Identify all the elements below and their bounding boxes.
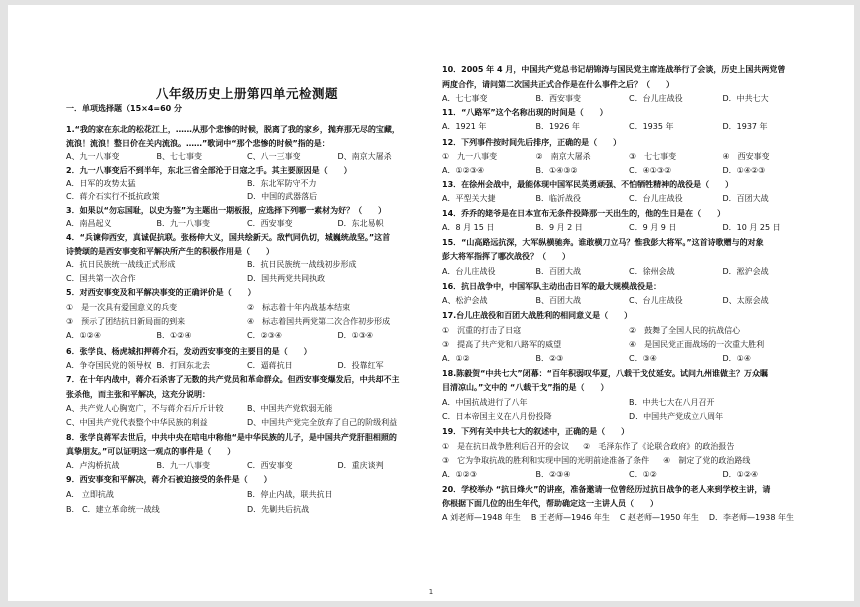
question-1-stem: 1.“我的家在东北的松花江上，……从那个悲惨的时候，脱离了我的家乡，抛弃那无尽的宝藏， bbox=[66, 125, 400, 134]
question-2-stem: 2．九一八事变后不到半年，东北三省全部沦于日寇之手。其主要原因是（ ） bbox=[66, 166, 352, 175]
answer-option: D．重庆谈判 bbox=[337, 461, 384, 470]
answer-option: B．九一八事变 bbox=[156, 461, 210, 470]
answer-option-row bbox=[66, 359, 428, 372]
answer-option: C、八一三事变 bbox=[247, 152, 301, 161]
question-13-stem: 13．在徐州会战中，最能体现中国军民英勇顽强、不怕牺牲精神的战役是（ ） bbox=[442, 180, 734, 189]
answer-option: D、南京大屠杀 bbox=[337, 152, 392, 161]
statement-item: ④ 西安事变 bbox=[722, 152, 770, 161]
statement-item-row bbox=[442, 440, 816, 453]
answer-option: B、百团大战 bbox=[535, 296, 581, 305]
answer-option: C．1935 年 bbox=[629, 122, 674, 131]
question-7-stem: 7．在十年内战中，蒋介石杀害了无数的共产党员和革命群众。但西安事变爆发后，中共却不主 bbox=[66, 375, 400, 384]
answer-option: B．九一八事变 bbox=[156, 219, 210, 228]
section-heading: 一．单项选择题（15×4=60 分 bbox=[66, 104, 183, 113]
answer-option: C．③④ bbox=[629, 354, 657, 363]
statement-item: ④ 标志着国共两党第二次合作初步形成 bbox=[247, 317, 391, 326]
document-page bbox=[8, 5, 854, 601]
answer-option: C．蒋介石实行不抵抗政策 bbox=[66, 192, 160, 201]
question-5-stem: 5．对西安事变及和平解决事变的正确评价是（ ） bbox=[66, 288, 256, 297]
answer-option: C．9 月 9 日 bbox=[629, 223, 677, 232]
answer-option-row bbox=[442, 265, 816, 278]
answer-option-row bbox=[442, 511, 816, 524]
question-6-stem: 6．张学良、杨虎城扣押蒋介石，发动西安事变的主要目的是（ ） bbox=[66, 347, 312, 356]
answer-option-row bbox=[66, 503, 428, 516]
question-20-stem: 20．学校举办 “抗日烽火”的讲座，准备邀请一位曾经历过抗日战争的老人来到学校主讲，请 bbox=[442, 485, 771, 494]
answer-option: A．七七事变 bbox=[442, 94, 488, 103]
answer-option-row bbox=[442, 120, 816, 133]
answer-option: B．②③④ bbox=[535, 470, 571, 479]
question-20-stem: 你根据下面几位的出生年代，帮助确定这一主讲人员（ ） bbox=[442, 499, 658, 508]
answer-option: C．台儿庄战役 bbox=[629, 94, 683, 103]
answer-option: A．台儿庄战役 bbox=[442, 267, 496, 276]
answer-option-row bbox=[66, 488, 428, 501]
answer-option: A．平型关大捷 bbox=[442, 194, 496, 203]
answer-option-row bbox=[442, 468, 816, 481]
answer-option: D．中国的武器落后 bbox=[247, 192, 318, 201]
answer-option: A 刘老师—1948 年生 bbox=[442, 513, 521, 522]
answer-option-row bbox=[442, 192, 816, 205]
statement-item: ③ 提高了共产党和八路军的威望 bbox=[442, 340, 562, 349]
answer-option-row bbox=[442, 410, 816, 423]
question-10-stem: 两度合作，请问第二次国共正式合作是在什么事件之后？（ ） bbox=[442, 80, 674, 89]
answer-option: A. 立即抗战 bbox=[66, 490, 114, 499]
statement-item: ② 鼓舞了全国人民的抗战信心 bbox=[629, 326, 741, 335]
answer-option-row bbox=[66, 190, 428, 203]
answer-option: C．徐州会战 bbox=[629, 267, 675, 276]
answer-option: D．淞沪会战 bbox=[722, 267, 769, 276]
answer-option: A．争夺国民党的领导权 bbox=[66, 361, 152, 370]
answer-option-row bbox=[66, 459, 428, 472]
document-title: 八年级历史上册第四单元检测题 bbox=[155, 86, 338, 101]
statement-item: ① 沉重的打击了日寇 bbox=[442, 326, 522, 335]
statement-item-row bbox=[442, 150, 816, 163]
answer-option: D．投靠红军 bbox=[337, 361, 384, 370]
answer-option: D．东北易帜 bbox=[337, 219, 384, 228]
answer-option: D．①②④ bbox=[722, 470, 759, 479]
statement-item-row bbox=[442, 454, 816, 467]
answer-option: B．9 月 2 日 bbox=[535, 223, 583, 232]
answer-option: A．①②④ bbox=[66, 331, 101, 340]
answer-option: B．停止内战，联共抗日 bbox=[247, 490, 333, 499]
statement-item: ② 毛泽东作了《论联合政府》的政治报告 bbox=[583, 442, 735, 451]
answer-option: C．④①③② bbox=[629, 166, 672, 175]
answer-option: B、七七事变 bbox=[156, 152, 202, 161]
answer-option: D．李老师—1938 年生 bbox=[708, 513, 794, 522]
question-18-stem: 18.陈毅贺“中共七大”闭幕：“百年积弱叹华夏，八载干戈仗延安。试问九州谁做主？万众瞩 bbox=[442, 369, 768, 378]
answer-option: C．西安事变 bbox=[247, 461, 293, 470]
statement-item: ① 九一八事变 bbox=[442, 152, 498, 161]
answer-option: A．8 月 15 日 bbox=[442, 223, 495, 232]
answer-option: A、九一八事变 bbox=[66, 152, 120, 161]
answer-option: B．①④③② bbox=[535, 166, 578, 175]
statement-item: ④ 是国民党正面战场的一次重大胜利 bbox=[629, 340, 765, 349]
answer-option: A．①②③④ bbox=[442, 166, 485, 175]
question-8-stem: 真挚朋友。”可以证明这一观点的事件是（ ） bbox=[66, 447, 236, 456]
answer-option-row bbox=[442, 396, 816, 409]
question-17-stem: 17.台儿庄战役和百团大战胜利的相同意义是（ ） bbox=[442, 311, 633, 320]
answer-option: D、太原会战 bbox=[722, 296, 769, 305]
answer-option-row bbox=[442, 92, 816, 105]
statement-item: ③ 它为争取抗战的胜利和实现中国的光明前途准备了条件 bbox=[442, 456, 650, 465]
answer-option: A．①② bbox=[442, 354, 470, 363]
question-1-stem: 流浪！流浪！整日价在关内流浪。……”歌词中“那个悲惨的时候”指的是： bbox=[66, 139, 330, 148]
answer-option: A、松沪会战 bbox=[442, 296, 488, 305]
question-4-stem: 诗赞颂的是西安事变和平解决所产生的积极作用是（ ） bbox=[66, 247, 274, 256]
answer-option: A．1921 年 bbox=[442, 122, 487, 131]
answer-option: D、中国共产党完全放弃了自己的阶级利益 bbox=[247, 418, 398, 427]
answer-option: D．百团大战 bbox=[722, 194, 769, 203]
statement-item-row bbox=[66, 315, 428, 328]
statement-item: ④ 制定了党的政治路线 bbox=[663, 456, 751, 465]
question-16-stem: 16．抗日战争中，中国军队主动出击日军的最大规模战役是： bbox=[442, 282, 662, 291]
statement-item-row bbox=[442, 324, 816, 337]
statement-item: ③ 七七事变 bbox=[629, 152, 677, 161]
answer-option: D．中共七大 bbox=[722, 94, 769, 103]
answer-option: B．西安事变 bbox=[535, 94, 581, 103]
answer-option: B．东北军防守不力 bbox=[247, 179, 317, 188]
question-19-stem: 19．下列有关中共七大的叙述中，正确的是（ ） bbox=[442, 427, 630, 436]
answer-option: B．百团大战 bbox=[535, 267, 581, 276]
answer-option: B．抗日民族统一战线初步形成 bbox=[247, 260, 357, 269]
answer-option-row bbox=[66, 329, 428, 342]
answer-option: C．逼蒋抗日 bbox=[247, 361, 293, 370]
answer-option-row bbox=[66, 416, 428, 429]
answer-option: A．中国抗战进行了八年 bbox=[442, 398, 528, 407]
answer-option: A．抗日民族统一战线正式形成 bbox=[66, 260, 176, 269]
question-12-stem: 12．下列事件按时间先后排序，正确的是（ ） bbox=[442, 138, 622, 147]
statement-item-row bbox=[66, 301, 428, 314]
answer-option: B、中国共产党软弱无能 bbox=[247, 404, 333, 413]
answer-option-row bbox=[66, 258, 428, 271]
answer-option: A、共产党人心胸宽广，不与蒋介石斤斤计较 bbox=[66, 404, 224, 413]
answer-option: B．1926 年 bbox=[535, 122, 580, 131]
answer-option-row bbox=[66, 177, 428, 190]
answer-option: D．中国共产党成立八周年 bbox=[629, 412, 724, 421]
statement-item-row bbox=[442, 338, 816, 351]
answer-option-row bbox=[442, 221, 816, 234]
answer-option: B．②③ bbox=[535, 354, 564, 363]
answer-option-row bbox=[442, 164, 816, 177]
answer-option-row bbox=[66, 402, 428, 415]
answer-option: C．国共第一次合作 bbox=[66, 274, 136, 283]
question-9-stem: 9．西安事变和平解决，蒋介石被迫接受的条件是（ ） bbox=[66, 475, 272, 484]
question-3-stem: 3．如果以“勿忘国耻，以史为鉴”为主题出一期板报，应选择下列哪一素材为好？（ ） bbox=[66, 206, 387, 215]
answer-option: C、中国共产党代表整个中华民族的利益 bbox=[66, 418, 208, 427]
question-15-stem: 彭大将军指挥了哪次战役？（ ） bbox=[442, 252, 570, 261]
question-8-stem: 8．张学良蒋军去世后，中共中央在唁电中称他“是中华民族的儿子，是中国共产党肝胆相照的 bbox=[66, 433, 397, 442]
page-number: 1 bbox=[428, 588, 434, 596]
answer-option: B．①②④ bbox=[156, 331, 192, 340]
answer-option: C 赵老师—1950 年生 bbox=[619, 513, 699, 522]
question-14-stem: 14．乔乔的姥爷是在日本宣布无条件投降那一天出生的，他的生日是在（ ） bbox=[442, 209, 726, 218]
answer-option: C．西安事变 bbox=[247, 219, 293, 228]
answer-option: B．中共七大在八月召开 bbox=[629, 398, 715, 407]
answer-option-row bbox=[442, 294, 816, 307]
statement-item: ③ 预示了团结抗日新局面的到来 bbox=[66, 317, 186, 326]
statement-item: ① 是在抗日战争胜利后召开的会议 bbox=[442, 442, 570, 451]
answer-option: B 王老师—1946 年生 bbox=[530, 513, 610, 522]
answer-option: D．①③④ bbox=[337, 331, 374, 340]
question-15-stem: 15．“山高路远抗深，大军纵横驰奔。谁敢横刀立马？惟我彭大将军。”这首诗歌赠与的对象 bbox=[442, 238, 764, 247]
answer-option: A．①②③ bbox=[442, 470, 477, 479]
answer-option: B. C．建立革命统一战线 bbox=[66, 505, 160, 514]
answer-option: C．台儿庄战役 bbox=[629, 194, 683, 203]
question-10-stem: 10．2005 年 4 月，中国共产党总书记胡锦涛与国民党主席连战举行了会谈，历史上国共两党曾 bbox=[442, 65, 786, 74]
answer-option: D．10 月 25 日 bbox=[722, 223, 781, 232]
statement-item: ② 标志着十年内战基本结束 bbox=[247, 303, 351, 312]
answer-option: D．1937 年 bbox=[722, 122, 768, 131]
answer-option: A．卢沟桥抗战 bbox=[66, 461, 120, 470]
answer-option: B．打回东北去 bbox=[156, 361, 210, 370]
answer-option-row bbox=[66, 150, 428, 163]
statement-item: ② 南京大屠杀 bbox=[535, 152, 591, 161]
answer-option: D．国共两党共同执政 bbox=[247, 274, 326, 283]
question-18-stem: 目清凉山。”文中的 “八载干戈”指的是（ ） bbox=[442, 383, 609, 392]
question-11-stem: 11．“八路军”这个名称出现的时间是（ ） bbox=[442, 108, 608, 117]
answer-option: C．①② bbox=[629, 470, 657, 479]
answer-option: B．临沂战役 bbox=[535, 194, 581, 203]
question-4-stem: 4．“兵谏仰西安，真诚促抗联。张杨伸大义，国共绘新天。敌忾同仇切，城巍统战坚。”这首 bbox=[66, 233, 391, 242]
answer-option-row bbox=[66, 272, 428, 285]
answer-option-row bbox=[66, 217, 428, 230]
answer-option: A．日军的攻势太猛 bbox=[66, 179, 136, 188]
answer-option-row bbox=[442, 352, 816, 365]
answer-option: A．南昌起义 bbox=[66, 219, 112, 228]
question-7-stem: 张杀他，而主张和平解决，这充分说明： bbox=[66, 390, 210, 399]
answer-option: C．日本帝国主义在八月份投降 bbox=[442, 412, 552, 421]
answer-option: C、台儿庄战役 bbox=[629, 296, 683, 305]
answer-option: D．①④ bbox=[722, 354, 752, 363]
answer-option: D．①④②③ bbox=[722, 166, 766, 175]
answer-option: D．先剿共后抗战 bbox=[247, 505, 310, 514]
answer-option: C．②③④ bbox=[247, 331, 283, 340]
statement-item: ① 是一次具有爱国意义的兵变 bbox=[66, 303, 178, 312]
